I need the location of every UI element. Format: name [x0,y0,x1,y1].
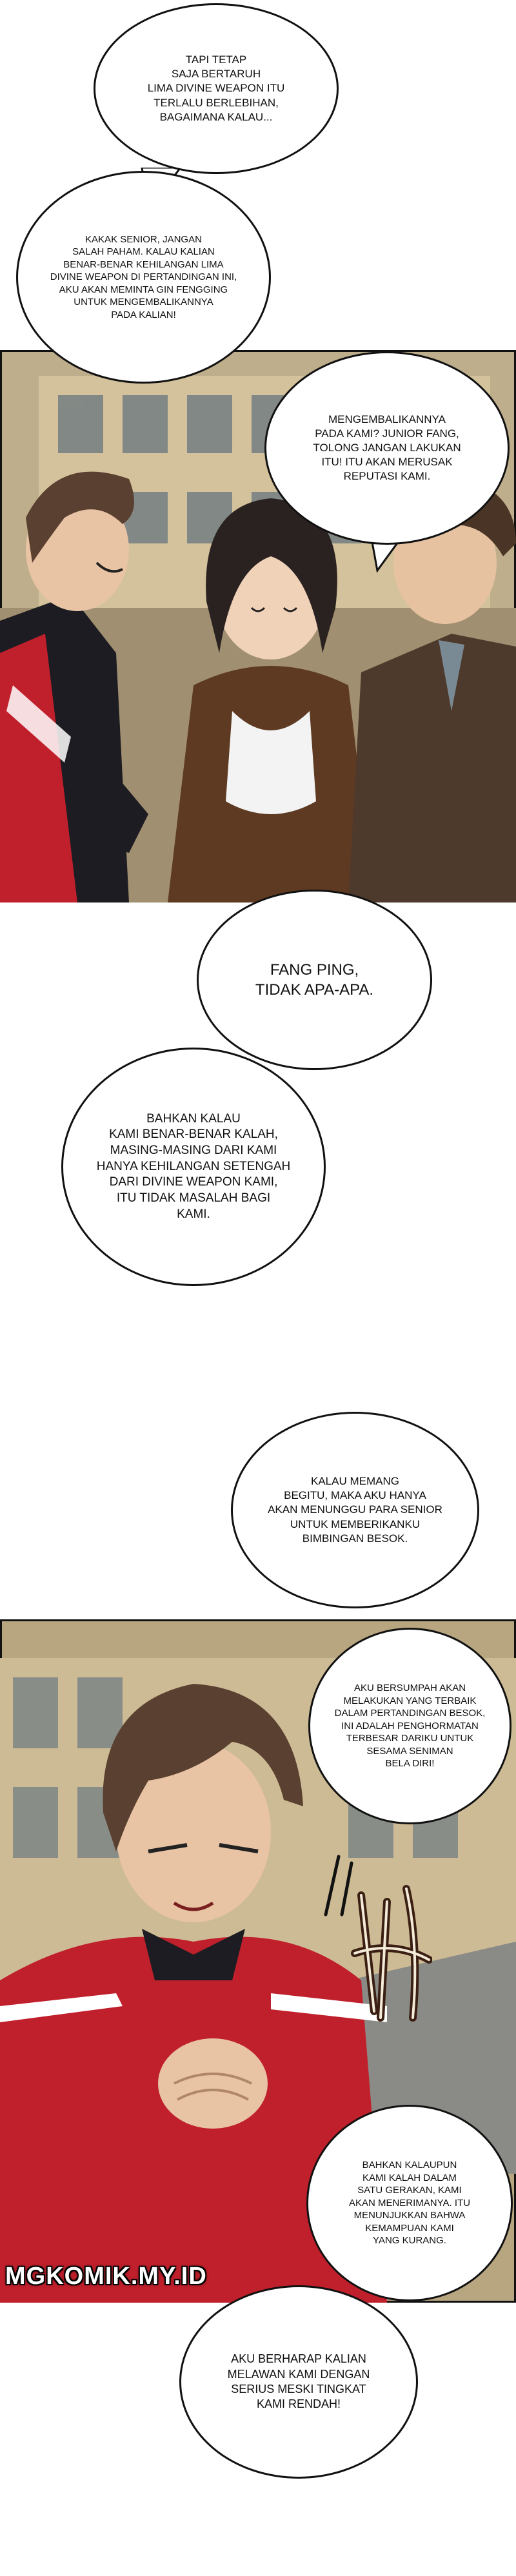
bubble-6-text: KALAU MEMANG BEGITU, MAKA AKU HANYA AKAN MENUNGGU PARA SENIOR UNTUK MEMBERIKANKU BIMBINGAN BESOK. [268,1475,442,1545]
watermark-text: MGKOMIK.MY.ID [5,2263,207,2290]
motion-lines-icon [319,1850,358,1921]
bubble-1-text: TAPI TETAP SAJA BERTARUH LIMA DIVINE WEAPON ITU TERLALU BERLEBIHAN, BAGAIMANA KALAU... [147,54,285,123]
sfx-impact-icon [348,1882,432,2031]
bubble-3-text: MENGEMBALIKANNYA PADA KAMI? JUNIOR FANG, TOLONG JANGAN LAKUKAN ITU! ITU AKAN MERUSAK REPUTASI KAMI. [313,413,461,483]
speech-bubble-7 [308,1628,511,1824]
speech-bubble-6 [231,1412,479,1608]
speech-bubble-3 [264,351,510,545]
bubble-9-text: AKU BERHARAP KALIAN MELAWAN KAMI DENGAN SERIUS MESKI TINGKAT KAMI RENDAH! [227,2352,370,2411]
bubble-4-text: FANG PING, TIDAK APA-APA. [255,961,374,999]
speech-bubble-9 [179,2285,418,2479]
speech-bubble-2 [16,171,271,384]
bubble-8-text: BAHKAN KALAUPUN KAMI KALAH DALAM SATU GERAKAN, KAMI AKAN MENERIMANYA. ITU MENUNJUKKAN BAHWA KEMAMPUAN KAMI YANG KURANG. [348,2160,471,2247]
bubble-2-text: KAKAK SENIOR, JANGAN SALAH PAHAM. KALAU KALIAN BENAR-BENAR KEHILANGAN LIMA DIVINE WEAPON DI PERTANDINGAN INI, AKU AKAN MEMINTA GIN FENGGING UNTUK MENGEMBALIKANNYA PADA KALIAN! [50,233,237,320]
speech-bubble-4 [197,890,432,1070]
bubble-5-text: BAHKAN KALAU KAMI BENAR-BENAR KALAH, MASING-MASING DARI KAMI HANYA KEHILANGAN SETENGAH DARI DIVINE WEAPON KAMI, ITU TIDAK MASALAH BAGI KAMI. [96,1111,291,1221]
bubble-7-text: AKU BERSUMPAH AKAN MELAKUKAN YANG TERBAIK DALAM PERTANDINGAN BESOK, INI ADALAH PENGHORMATAN TERBESAR DARIKU UNTUK SESAMA SENIMAN BELA DIRI! [334,1683,486,1770]
speech-bubble-1 [94,3,339,174]
speech-bubble-8 [306,2105,513,2301]
speech-bubble-5 [61,1048,326,1286]
